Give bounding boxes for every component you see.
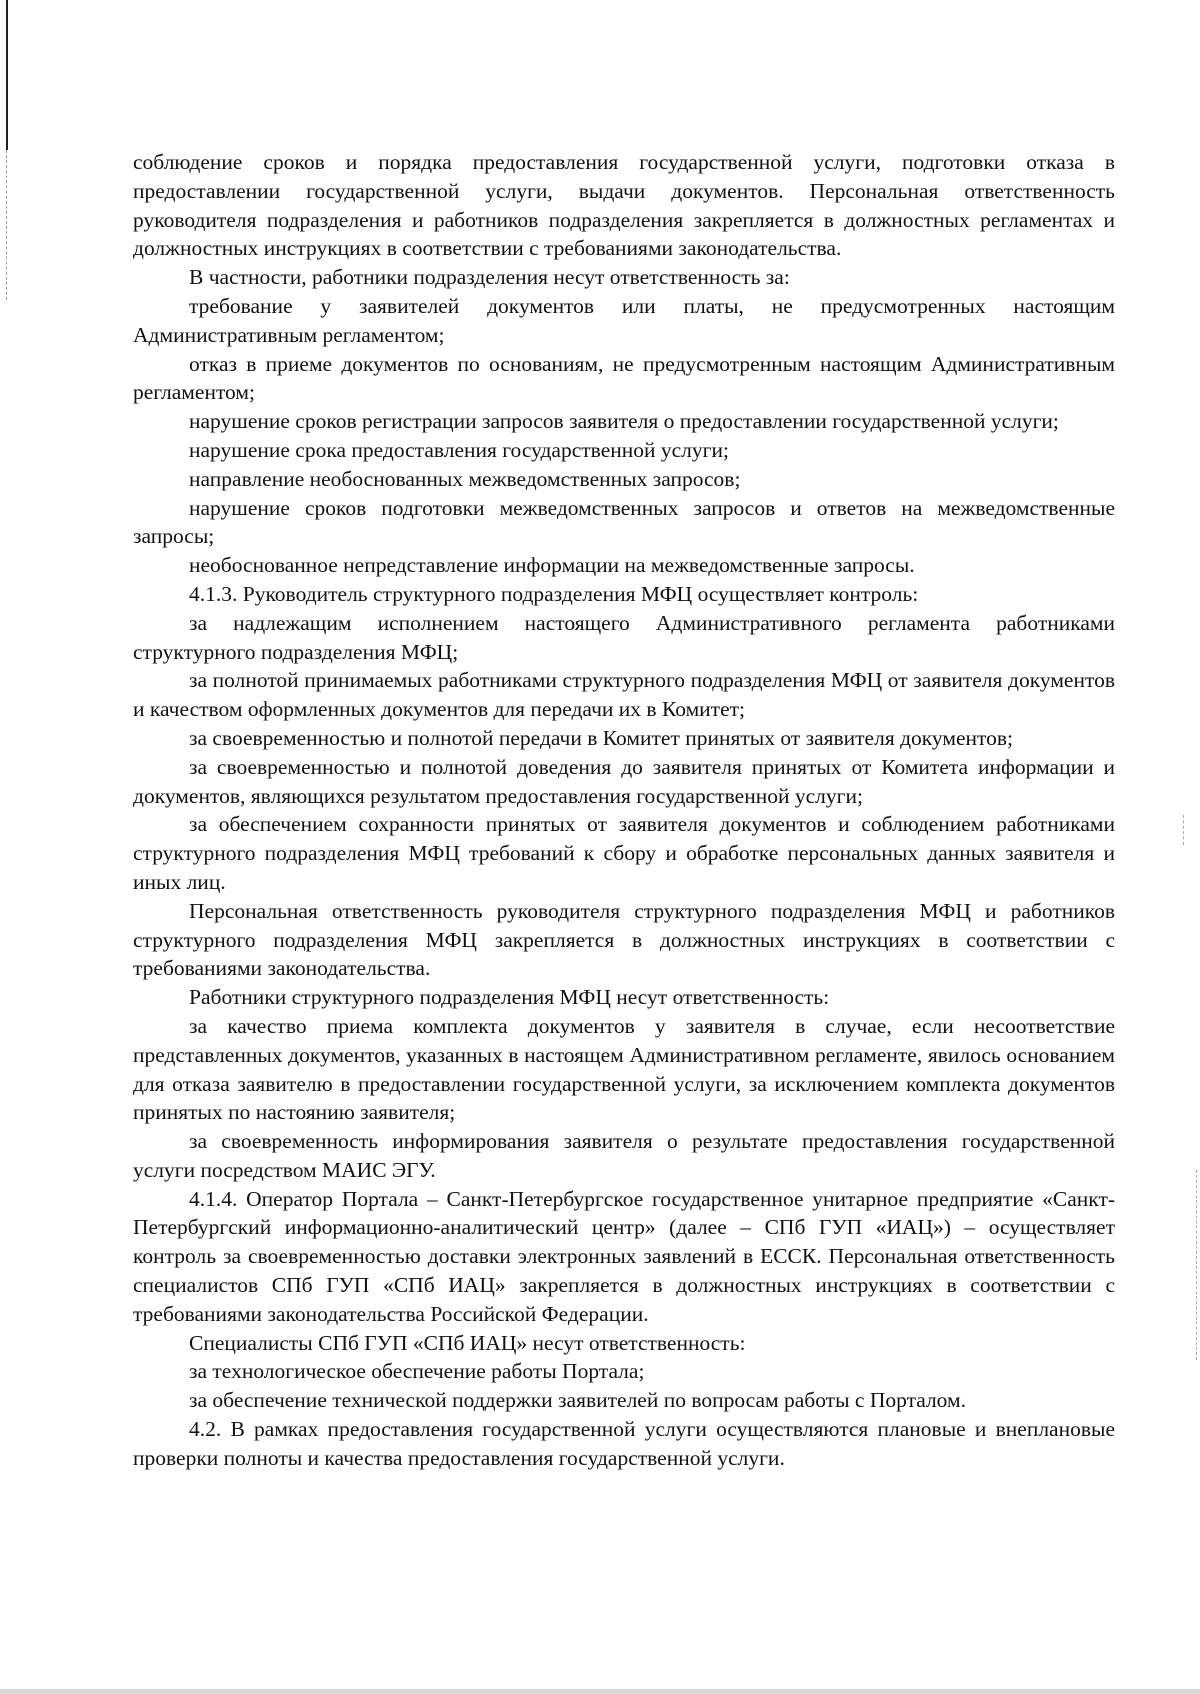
scan-edge-dashes-right: [1196, 1170, 1198, 1360]
list-item: за своевременностью и полнотой доведения до заявителя принятых от Комитета информации и документов, являющихся результатом предоставления государственной услуги;: [133, 754, 1115, 808]
paragraph-continuation: соблюдение сроков и порядка предоставления государственной услуги, подготовки отказа в предоставлении государственной услуги, выдачи документов. Персональная ответственность руководителя подразделения и работников подразделения закрепляется в должностных регламентах и должностных инструкциях в соответствии с требованиями законодательства.: [133, 150, 1115, 261]
list-item: нарушение сроков подготовки межведомственных запросов и ответов на межведомственные запросы;: [133, 495, 1115, 549]
list-item: необоснованное непредставление информации на межведомственные запросы.: [189, 553, 915, 578]
document-body: [133, 148, 1115, 1473]
list-item: за надлежащим исполнением настоящего Административного регламента работниками структурного подразделения МФЦ;: [133, 610, 1115, 664]
scan-edge-mark: [6, 0, 8, 150]
list-item: отказ в приеме документов по основаниям, не предусмотренным настоящим Административным регламентом;: [133, 351, 1115, 405]
paragraph: В частности, работники подразделения несут ответственность за:: [189, 265, 790, 290]
scan-edge-dashes-right-upper: [1183, 815, 1185, 845]
section-4-1-4: 4.1.4. Оператор Портала – Санкт-Петербургское государственное унитарное предприятие «Санкт-Петербургский информационно-аналитический центр» (далее – СПб ГУП «ИАЦ») – осуществляет контроль за своевременностью доставки электронных заявлений в ЕССК. Персональная ответственность специалистов СПб ГУП «СПб ИАЦ» закрепляется в должностных инструкциях в соответствии с требованиями законодательства Российской Федерации.: [133, 1186, 1115, 1326]
list-item: направление необоснованных межведомственных запросов;: [189, 466, 741, 491]
list-item: за обеспечение технической поддержки заявителей по вопросам работы с Порталом.: [189, 1388, 967, 1413]
list-item: за своевременностью и полнотой передачи в Комитет принятых от заявителя документов;: [189, 725, 1014, 750]
list-item: требование у заявителей документов или платы, не предусмотренных настоящим Административным регламентом;: [133, 293, 1115, 347]
list-item: за качество приема комплекта документов у заявителя в случае, если несоответствие представленных документов, указанных в настоящем Административном регламенте, явилось основанием для отказа заявителю в предоставлении государственной услуги, за исключением комплекта документов принятых по настоянию заявителя;: [133, 1013, 1115, 1125]
paragraph: Специалисты СПб ГУП «СПб ИАЦ» несут ответственность:: [189, 1330, 746, 1355]
list-item: за своевременность информирования заявителя о результате предоставления государственной услуги посредством МАИС ЭГУ.: [133, 1129, 1115, 1182]
section-4-2: 4.2. В рамках предоставления государственной услуги осуществляются плановые и внеплановые проверки полноты и качества предоставления государственной услуги.: [133, 1417, 1115, 1470]
scan-bottom-edge: [0, 1689, 1200, 1694]
section-4-1-3: 4.1.3. Руководитель структурного подразделения МФЦ осуществляет контроль:: [189, 581, 919, 606]
list-item: за обеспечением сохранности принятых от заявителя документов и соблюдением работниками структурного подразделения МФЦ требований к сбору и обработке персональных данных заявителя и иных лиц.: [133, 812, 1115, 894]
list-item: нарушение срока предоставления государственной услуги;: [189, 437, 729, 462]
list-item: за технологическое обеспечение работы Портала;: [189, 1359, 645, 1384]
paragraph: Работники структурного подразделения МФЦ несут ответственность:: [189, 985, 830, 1010]
list-item: за полнотой принимаемых работниками структурного подразделения МФЦ от заявителя документов и качеством оформленных документов для передачи их в Комитет;: [133, 668, 1115, 722]
paragraph: Персональная ответственность руководителя структурного подразделения МФЦ и работников структурного подразделения МФЦ закрепляется в должностных инструкциях в соответствии с требованиями законодательства.: [133, 898, 1115, 981]
scan-edge-dashes: [6, 150, 8, 300]
list-item: нарушение сроков регистрации запросов заявителя о предоставлении государственной услуги;: [189, 409, 1059, 434]
